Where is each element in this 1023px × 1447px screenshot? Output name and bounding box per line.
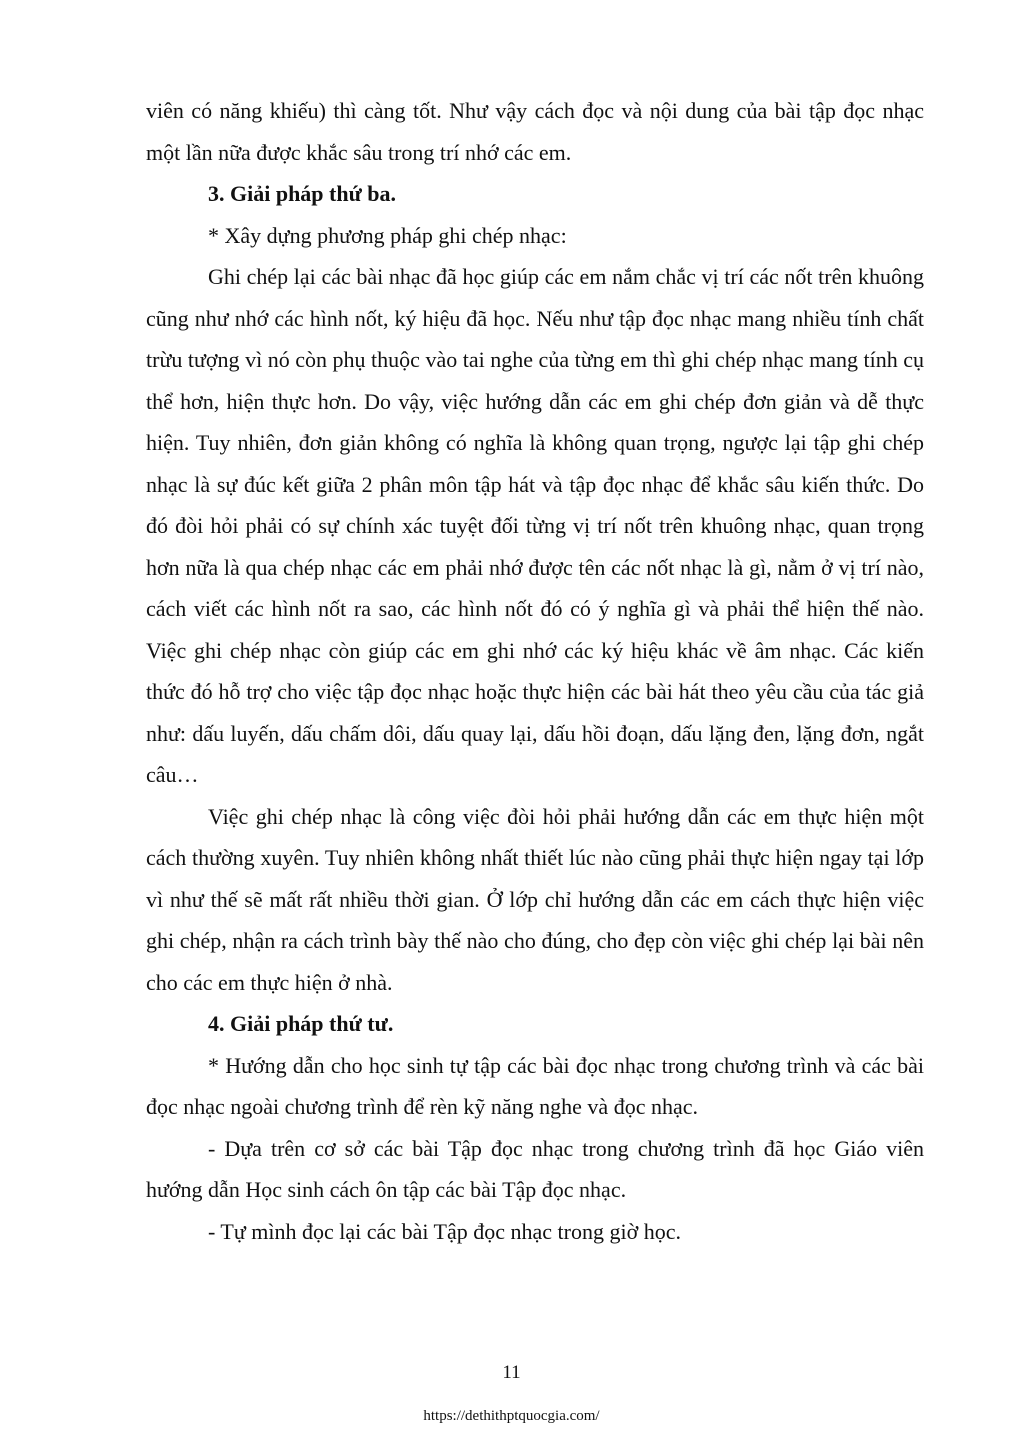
paragraph-notation-benefits: Ghi chép lại các bài nhạc đã học giúp các em nắm chắc vị trí các nốt trên khuông cũng như nhớ các hình nốt, ký hiệu đã học. Nếu như tập đọc nhạc mang nhiều tính chất trừu tượng vì nó còn phụ thuộc vào tai nghe của từng em thì ghi chép nhạc mang tính cụ thể hơn, hiện thực hơn. Do vậy, việc hướng dẫn các em ghi chép đơn giản và dễ thực hiện. Tuy nhiên, đơn giản không có nghĩa là không quan trọng, ngược lại tập ghi chép nhạc là sự đúc kết giữa 2 phân môn tập hát và tập đọc nhạc để khắc sâu kiến thức. Do đó đòi hỏi phải có sự chính xác tuyệt đối từng vị trí nốt trên khuông nhạc, quan trọng hơn nữa là qua chép nhạc các em phải nhớ được tên các nốt nhạc là gì, nằm ở vị trí nào, cách viết các hình nốt ra sao, các hình nốt đó có ý nghĩa gì và phải thể hiện thế nào. Việc ghi chép nhạc còn giúp các em ghi nhớ các ký hiệu khác về âm nhạc. Các kiến thức đó hỗ trợ cho việc tập đọc nhạc hoặc thực hiện các bài hát theo yêu cầu của tác giả như: dấu luyến, dấu chấm dôi, dấu quay lại, dấu hồi đoạn, dấu lặng đen, lặng đơn, ngắt câu… xyxy=(146,264,924,787)
paragraph-note-notation-method: * Xây dựng phương pháp ghi chép nhạc: xyxy=(208,222,567,248)
page-number: 11 xyxy=(502,1362,521,1383)
paragraph-continuation: viên có năng khiếu) thì càng tốt. Như vậy cách đọc và nội dung của bài tập đọc nhạc một lần nữa được khắc sâu trong trí nhớ các em. xyxy=(146,98,924,165)
paragraph-review-method: - Dựa trên cơ sở các bài Tập đọc nhạc trong chương trình đã học Giáo viên hướng dẫn Học sinh cách ôn tập các bài Tập đọc nhạc. xyxy=(146,1135,924,1202)
footer-url-link[interactable]: https://dethithptquocgia.com/ xyxy=(423,1408,600,1424)
paragraph-notation-practice: Việc ghi chép nhạc là công việc đòi hỏi phải hướng dẫn các em thực hiện một cách thường xuyên. Tuy nhiên không nhất thiết lúc nào cũng phải thực hiện ngay tại lớp vì như thế sẽ mất rất nhiều thời gian. Ở lớp chỉ hướng dẫn các em cách thực hiện việc ghi chép, nhận ra cách trình bày thế nào cho đúng, cho đẹp còn việc ghi chép lại bài nên cho các em thực hiện ở nhà. xyxy=(146,803,924,995)
paragraph-self-practice-guide: * Hướng dẫn cho học sinh tự tập các bài đọc nhạc trong chương trình và các bài đọc nhạc ngoài chương trình để rèn kỹ năng nghe và đọc nhạc. xyxy=(146,1052,924,1119)
paragraph-self-reading: - Tự mình đọc lại các bài Tập đọc nhạc trong giờ học. xyxy=(208,1218,681,1244)
document-body xyxy=(146,90,924,1252)
section-heading-3: 3. Giải pháp thứ ba. xyxy=(208,181,397,206)
section-heading-4: 4. Giải pháp thứ tư. xyxy=(208,1011,394,1036)
